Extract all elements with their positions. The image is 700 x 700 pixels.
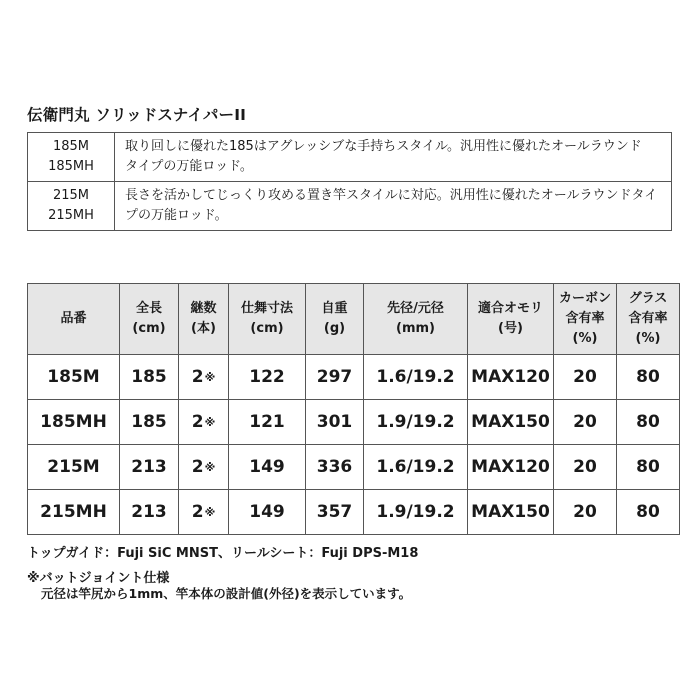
cell-closed-length: 121 (229, 400, 306, 445)
header-closed-length: 仕舞寸法 (cm) (229, 284, 306, 355)
header-glass: グラス 含有率 (%) (617, 284, 680, 355)
cell-weight: 301 (306, 400, 364, 445)
cell-sinker: MAX150 (468, 400, 554, 445)
model-name: 185M (52, 139, 90, 154)
header-carbon: カーボン 含有率 (%) (554, 284, 617, 355)
table-row (28, 490, 680, 535)
description-row (28, 182, 672, 231)
cell-model: 185MH (28, 400, 120, 445)
cell-glass: 80 (617, 355, 680, 400)
cell-sinker: MAX120 (468, 445, 554, 490)
cell-sinker: MAX120 (468, 355, 554, 400)
header-model: 品番 (28, 284, 120, 355)
cell-carbon: 20 (554, 400, 617, 445)
cell-length: 213 (120, 445, 179, 490)
joint-mark: ※ (204, 506, 216, 519)
cell-carbon: 20 (554, 355, 617, 400)
joint-mark: ※ (204, 416, 216, 429)
cell-diameter: 1.9/19.2 (364, 400, 468, 445)
cell-glass: 80 (617, 490, 680, 535)
cell-closed-length: 122 (229, 355, 306, 400)
description-line: 長さを活かしてじっくり攻める置き竿スタイルに対応。汎用性に優れたオールラウンドタイ (125, 188, 658, 203)
joint-mark: ※ (204, 371, 216, 384)
model-name: 215M (52, 188, 90, 203)
diameter-note: 元径は竿尻から1mm、竿本体の設計値(外径)を表示しています。 (41, 586, 412, 601)
cell-closed-length: 149 (229, 490, 306, 535)
cell-glass: 80 (617, 445, 680, 490)
description-table (27, 132, 672, 231)
description-line: タイプの万能ロッド。 (125, 159, 253, 174)
cell-diameter: 1.6/19.2 (364, 445, 468, 490)
cell-length: 185 (120, 400, 179, 445)
cell-model: 215M (28, 445, 120, 490)
description-row (28, 133, 672, 182)
cell-weight: 357 (306, 490, 364, 535)
model-name: 185MH (48, 159, 94, 174)
table-row (28, 400, 680, 445)
cell-weight: 336 (306, 445, 364, 490)
description-line: 取り回しに優れた185はアグレッシブな手持ちスタイル。汎用性に優れたオールラウンド (125, 139, 642, 154)
cell-pieces: 2※ (179, 445, 229, 490)
header-length: 全長 (cm) (120, 284, 179, 355)
cell-weight: 297 (306, 355, 364, 400)
table-row (28, 355, 680, 400)
cell-sinker: MAX150 (468, 490, 554, 535)
description-cell (115, 133, 672, 182)
cell-carbon: 20 (554, 490, 617, 535)
cell-diameter: 1.9/19.2 (364, 490, 468, 535)
cell-pieces: 2※ (179, 490, 229, 535)
cell-model: 185M (28, 355, 120, 400)
header-pieces: 継数 (本) (179, 284, 229, 355)
model-cell (28, 133, 115, 182)
cell-glass: 80 (617, 400, 680, 445)
header-sinker: 適合オモリ (号) (468, 284, 554, 355)
cell-length: 213 (120, 490, 179, 535)
model-cell (28, 182, 115, 231)
cell-closed-length: 149 (229, 445, 306, 490)
joint-mark: ※ (204, 461, 216, 474)
guide-note: トップガイド：Fuji SiC MNST、リールシート：Fuji DPS-M18 (27, 546, 419, 561)
description-cell (115, 182, 672, 231)
cell-model: 215MH (28, 490, 120, 535)
butt-joint-note: ※バットジョイント仕様 (27, 571, 170, 586)
page-title: 伝衛門丸 ソリッドスナイパーII (27, 106, 247, 124)
cell-pieces: 2※ (179, 400, 229, 445)
spec-header-row (28, 284, 680, 355)
table-row (28, 445, 680, 490)
header-diameter: 先径/元径 (mm) (364, 284, 468, 355)
spec-table (27, 283, 680, 535)
cell-diameter: 1.6/19.2 (364, 355, 468, 400)
description-line: プの万能ロッド。 (125, 208, 228, 223)
cell-pieces: 2※ (179, 355, 229, 400)
model-name: 215MH (48, 208, 94, 223)
cell-carbon: 20 (554, 445, 617, 490)
header-weight: 自重 (g) (306, 284, 364, 355)
cell-length: 185 (120, 355, 179, 400)
